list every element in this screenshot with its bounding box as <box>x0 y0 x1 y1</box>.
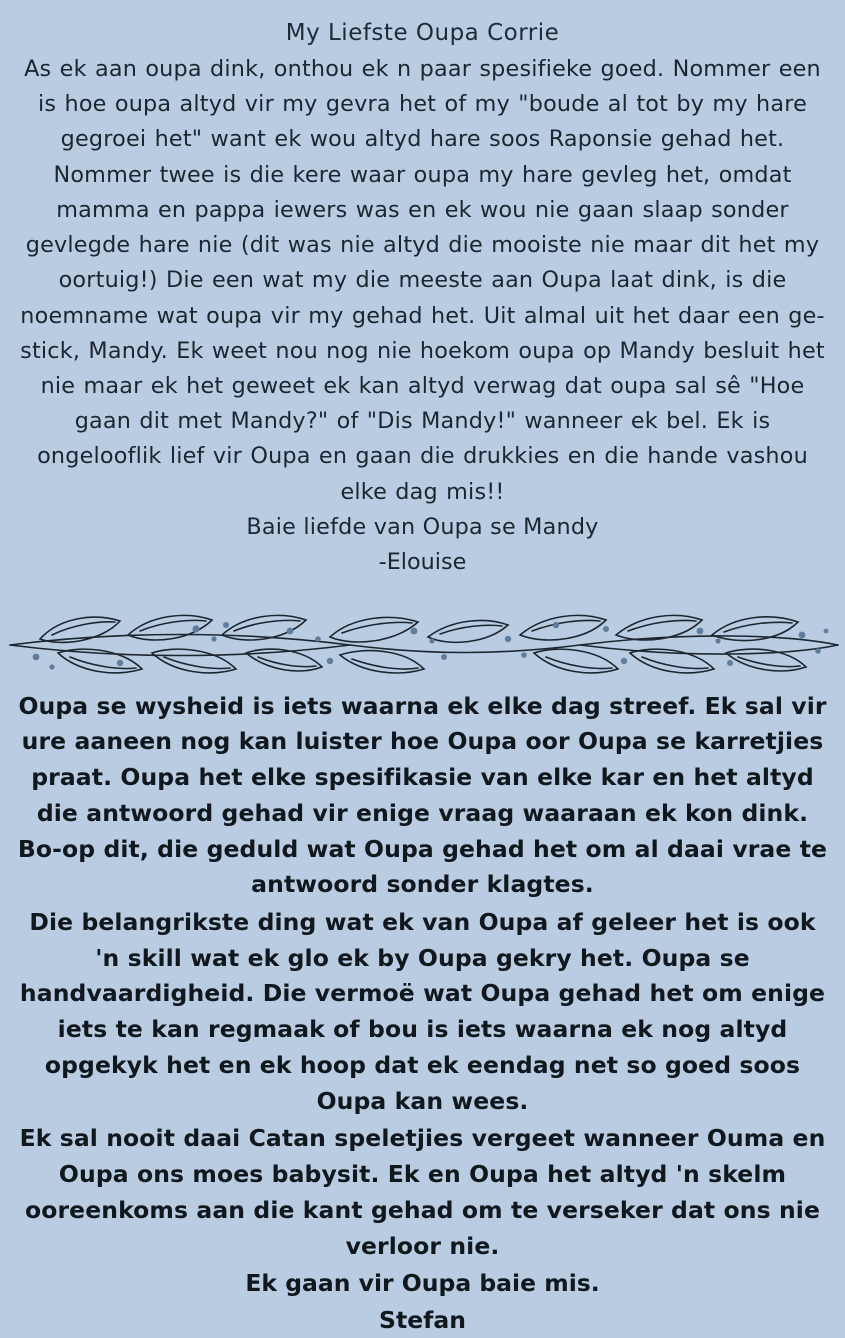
letter-body: As ek aan oupa dink, onthou ek n paar spesifieke goed. Nommer een is hoe oupa altyd vir my gevra het of my "boude al tot by my hare gegroei het" want ek wou altyd hare soos Raponsie gehad het. Nommer twee is die kere waar oupa my hare gevleg het, omdat mamma en pappa iewers was en ek wou nie gaan slaap sonder gevlegde hare nie (dit was nie altyd die mooiste nie maar dit het my oortuig!) Die een wat my die meeste aan Oupa laat dink, is die noemname wat oupa vir my gehad het. Uit almal uit het daar een ge-stick, Mandy. Ek weet nou nog nie hoekom oupa op Mandy besluit het nie maar ek het geweet ek kan altyd verwag dat oupa sal sê "Hoe gaan dit met Mandy?" of "Dis Mandy!" wanneer ek bel. Ek is ongelooflik lief vir Oupa en gaan die drukkies en die hande vashou elke dag mis!! <box>20 56 825 505</box>
letter-section <box>0 0 845 581</box>
letter-author: -Elouise <box>378 549 467 576</box>
tribute-closing: Ek gaan vir Oupa baie mis. <box>245 1269 600 1298</box>
tribute-paragraph: Oupa se wysheid is iets waarna ek elke dag streef. Ek sal vir ure aaneen nog kan luister hoe Oupa oor Oupa se karretjies praat. Oupa het elke spesifikasie van elke kar en het altyd die antwoord gehad vir enige vraag waaraan ek kon dink. Bo-op dit, die geduld wat Oupa gehad het om al daai vrae te antwoord sonder klagtes. <box>17 691 828 899</box>
letter-title: My Liefste Oupa Corrie <box>285 20 560 46</box>
tribute-section <box>0 687 845 1338</box>
tribute-paragraph: Ek sal nooit daai Catan speletjies vergeet wanneer Ouma en Oupa ons moes babysit. Ek en Oupa het altyd 'n skelm ooreenkoms aan die kant gehad om te verseker dat ons nie verloor nie. <box>19 1124 826 1260</box>
leaf-branch-ornament-icon <box>0 595 845 681</box>
letter-signoff: Baie liefde van Oupa se Mandy <box>246 513 599 540</box>
tribute-author: Stefan <box>379 1305 466 1334</box>
ornament-dots <box>33 622 829 670</box>
tribute-paragraph: Die belangrikste ding wat ek van Oupa af geleer het is ook 'n skill wat ek glo ek by Oupa gekry het. Oupa se handvaardigheid. Die vermoë wat Oupa gehad het om enige iets te kan regmaak of bou is iets waarna ek nog altyd opgekyk het en ek hoop dat ek eendag net so goed soos Oupa kan wees. <box>19 908 826 1115</box>
